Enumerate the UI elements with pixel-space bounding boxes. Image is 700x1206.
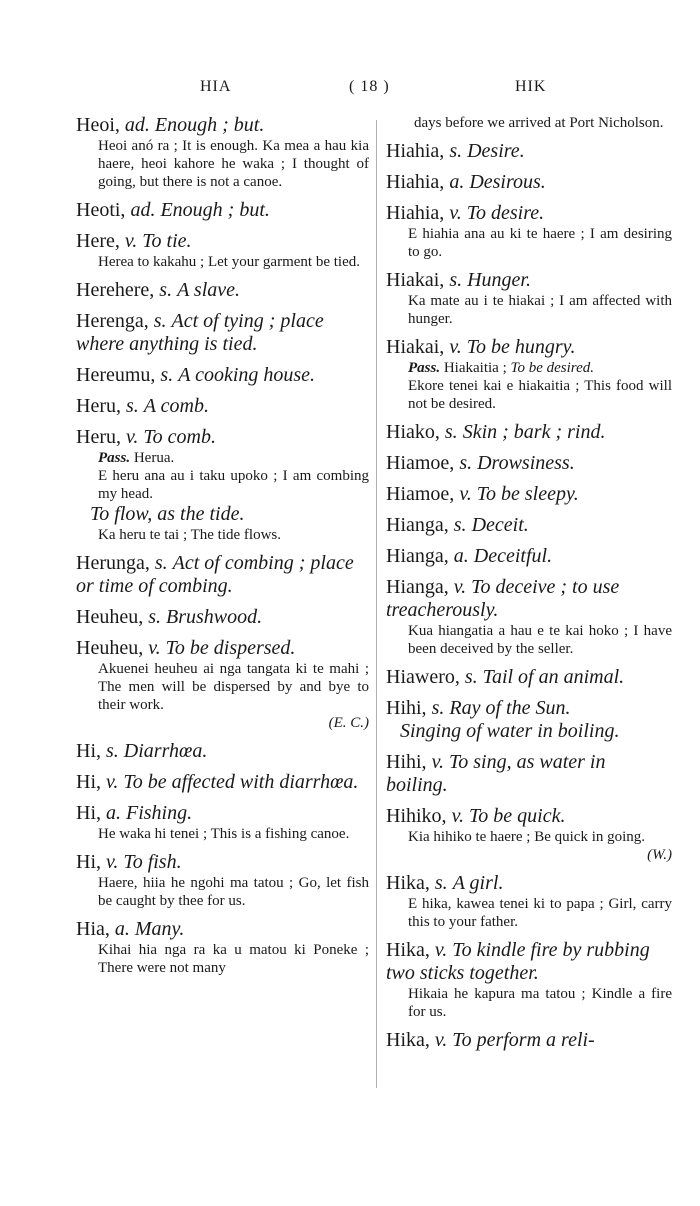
passive-value: Hiakaitia ;: [443, 360, 507, 376]
left-column: [76, 114, 369, 985]
headword-line: [386, 872, 672, 895]
headword-line: [76, 199, 369, 222]
dictionary-entry: [386, 483, 672, 506]
part-of-speech: s.: [160, 364, 174, 386]
headword: Hihi,: [386, 751, 427, 773]
source-citation: (W.): [647, 847, 672, 863]
dictionary-entry: [76, 114, 369, 191]
part-of-speech: s.: [153, 310, 167, 332]
headword: Hiahia,: [386, 171, 445, 193]
part-of-speech: v.: [124, 230, 138, 252]
definition: A slave.: [177, 279, 241, 301]
dictionary-entry: [386, 202, 672, 261]
part-of-speech: s.: [459, 452, 473, 474]
part-of-speech: s.: [464, 666, 478, 688]
definition: Enough ; but.: [160, 199, 270, 221]
definition: Enough ; but.: [154, 114, 265, 136]
part-of-speech: v.: [431, 751, 444, 773]
headword-line: [386, 576, 672, 622]
part-of-speech: s.: [453, 514, 467, 536]
definition: To desire.: [466, 202, 545, 224]
headword: Heuheu,: [76, 637, 144, 659]
definition: Deceitful.: [473, 545, 553, 567]
headword-line: [386, 421, 672, 444]
headword-line: [386, 483, 672, 506]
passive-form: [386, 359, 672, 377]
dictionary-entry: [76, 279, 369, 302]
definition: To kindle fire by rubbing two sticks together.: [386, 939, 650, 984]
definition: Skin ; bark ; rind.: [462, 421, 606, 443]
headword: Hika,: [386, 872, 430, 894]
headword: Herenga,: [76, 310, 149, 332]
usage-example: Ekore tenei kai e hiakaitia ; This food will not be desired.: [408, 378, 672, 412]
part-of-speech: a.: [453, 545, 469, 567]
headword-line: [386, 751, 672, 797]
dictionary-entry: [76, 395, 369, 418]
headword: Heru,: [76, 426, 121, 448]
dictionary-entry: [76, 310, 369, 356]
headword: Hianga,: [386, 514, 449, 536]
headword: Herehere,: [76, 279, 155, 301]
definition: To be quick.: [468, 805, 566, 827]
usage-example: Kua hiangatia a hau e te kai hoko ; I have been deceived by the seller.: [408, 623, 672, 657]
definition: To deceive ; to use treacherously.: [386, 576, 620, 621]
headword-line: [386, 202, 672, 225]
headword-line: [76, 771, 369, 794]
headword-line: [76, 851, 369, 874]
part-of-speech: v.: [449, 202, 462, 224]
part-of-speech: v.: [106, 851, 119, 873]
dictionary-entry: [386, 939, 672, 1021]
headword: Hiamoe,: [386, 483, 455, 505]
headword: Hereumu,: [76, 364, 156, 386]
headword: Hihiko,: [386, 805, 447, 827]
headword-line: [76, 230, 369, 253]
dictionary-entry: [386, 114, 672, 132]
part-of-speech: v.: [106, 771, 119, 793]
definition: Hunger.: [467, 269, 531, 291]
dictionary-entry: [386, 805, 672, 864]
dictionary-entry: [76, 851, 369, 910]
header-left-guide-word: HIA: [200, 78, 232, 95]
usage-example: Heoi anó ra ; It is enough. Ka mea a hau kia haere, heoi kahore he waka ; I thought of going, but there is not a canoe.: [98, 138, 369, 190]
headword-line: [76, 637, 369, 660]
part-of-speech: s.: [434, 872, 448, 894]
definition: Ray of the Sun.: [449, 697, 571, 719]
headword: Hia,: [76, 918, 110, 940]
definition: To be affected with diarrhœa.: [123, 771, 359, 793]
definition: A cooking house.: [178, 364, 316, 386]
headword: Hika,: [386, 939, 430, 961]
headword: Hika,: [386, 1029, 430, 1051]
usage-example: He waka hi tenei ; This is a fishing canoe.: [98, 826, 350, 842]
part-of-speech: s.: [125, 395, 139, 417]
definition: Act of tying ; place where anything is tied.: [76, 310, 324, 355]
headword: Hiawero,: [386, 666, 460, 688]
dictionary-entry: [386, 421, 672, 444]
part-of-speech: s.: [431, 697, 445, 719]
part-of-speech: v.: [125, 426, 139, 448]
header-right-guide-word: HIK: [515, 78, 547, 95]
definition: To perform a reli-: [452, 1029, 595, 1051]
headword: Hianga,: [386, 545, 449, 567]
dictionary-entry: [76, 230, 369, 271]
part-of-speech: ad.: [130, 199, 156, 221]
part-of-speech: s.: [148, 606, 161, 628]
headword: Hi,: [76, 740, 101, 762]
headword-line: [76, 606, 369, 629]
headword-line: [76, 552, 369, 598]
dictionary-entry: [76, 606, 369, 629]
definition: Drowsiness.: [477, 452, 575, 474]
definition: To sing, as water in boiling.: [386, 751, 606, 796]
usage-example: Hikaia he kapura ma tatou ; Kindle a fire for us.: [408, 986, 672, 1020]
definition: A girl.: [452, 872, 504, 894]
part-of-speech: s.: [449, 140, 463, 162]
headword-line: [386, 805, 672, 828]
headword-line: [76, 740, 369, 763]
usage-example: E hiahia ana au ki te haere ; I am desiring to go.: [408, 226, 672, 260]
headword: Hiakai,: [386, 269, 445, 291]
part-of-speech: v.: [451, 805, 464, 827]
definition: To fish.: [123, 851, 182, 873]
headword-line: [386, 1029, 672, 1052]
headword: Hihi,: [386, 697, 427, 719]
passive-form: [76, 449, 369, 467]
headword-line: [386, 514, 672, 537]
definition: To be hungry.: [466, 336, 576, 358]
part-of-speech: v.: [434, 1029, 448, 1051]
definition: Act of combing ; place or time of combing.: [76, 552, 354, 597]
definition: Many.: [134, 918, 185, 940]
dictionary-entry: [76, 771, 369, 794]
passive-label: Pass.: [98, 450, 131, 466]
part-of-speech: a.: [114, 918, 130, 940]
source-citation: (E. C.): [328, 715, 369, 731]
headword-line: [386, 545, 672, 568]
headword-line: [76, 395, 369, 418]
headword-line: [386, 140, 672, 163]
usage-example: E heru ana au i taku upoko ; I am combing my head.: [98, 468, 369, 502]
dictionary-entry: [386, 269, 672, 328]
headword: Heoti,: [76, 199, 126, 221]
headword-line: [76, 114, 369, 137]
dictionary-entry: [76, 199, 369, 222]
dictionary-entry: [386, 576, 672, 658]
right-column: [386, 114, 672, 1060]
part-of-speech: ad.: [124, 114, 150, 136]
headword: Herunga,: [76, 552, 150, 574]
part-of-speech: s.: [106, 740, 119, 762]
dictionary-entry: [386, 1029, 672, 1052]
dictionary-entry: [386, 666, 672, 689]
definition: To be dispersed.: [165, 637, 296, 659]
headword-line: [386, 269, 672, 292]
headword: Heru,: [76, 395, 121, 417]
part-of-speech: v.: [434, 939, 448, 961]
definition: Brushwood.: [166, 606, 263, 628]
headword-line: [76, 279, 369, 302]
definition: Tail of an animal.: [482, 666, 625, 688]
part-of-speech: v.: [449, 336, 462, 358]
headword-line: [76, 426, 369, 449]
usage-example: Kia hihiko te haere ; Be quick in going.: [408, 829, 646, 845]
headword: Hiahia,: [386, 140, 445, 162]
dictionary-entry: [386, 697, 672, 743]
definition: Fishing.: [126, 802, 193, 824]
part-of-speech: s.: [449, 269, 463, 291]
part-of-speech: v.: [453, 576, 467, 598]
definition: Desirous.: [469, 171, 546, 193]
usage-example: Ka mate au i te hiakai ; I am affected with hunger.: [408, 293, 672, 327]
passive-label: Pass.: [408, 360, 441, 376]
dictionary-entry: [386, 452, 672, 475]
part-of-speech: v.: [459, 483, 472, 505]
dictionary-entry: [386, 336, 672, 413]
sub-sense: To flow, as the tide.: [90, 503, 245, 525]
usage-example: Herea to kakahu ; Let your garment be tied.: [98, 254, 360, 270]
part-of-speech: s.: [154, 552, 168, 574]
definition: To comb.: [143, 426, 216, 448]
headword-line: [386, 697, 672, 720]
headword-line: [386, 336, 672, 359]
headword: Hiahia,: [386, 202, 445, 224]
definition: Desire.: [467, 140, 525, 162]
headword-line: [386, 939, 672, 985]
dictionary-entry: [76, 802, 369, 843]
definition: A comb.: [143, 395, 209, 417]
part-of-speech: v.: [148, 637, 161, 659]
sub-sense: Singing of water in boiling.: [400, 720, 620, 742]
headword: Hiako,: [386, 421, 440, 443]
usage-example: Akuenei heuheu ai nga tangata ki te mahi ; The men will be dispersed by and bye to their work.: [98, 661, 369, 713]
headword: Hiamoe,: [386, 452, 455, 474]
page-number: ( 18 ): [349, 78, 390, 95]
headword-line: [76, 310, 369, 356]
dictionary-entry: [76, 552, 369, 598]
definition: To be sleepy.: [476, 483, 579, 505]
headword: Heuheu,: [76, 606, 144, 628]
headword: Hi,: [76, 771, 101, 793]
headword-line: [76, 802, 369, 825]
part-of-speech: s.: [444, 421, 458, 443]
page-header: [0, 78, 700, 102]
continued-example: days before we arrived at Port Nicholson.: [414, 115, 664, 131]
passive-gloss: To be desired.: [510, 360, 594, 376]
headword: Hiakai,: [386, 336, 445, 358]
dictionary-entry: [76, 364, 369, 387]
definition: Diarrhœa.: [123, 740, 208, 762]
headword: Hi,: [76, 802, 101, 824]
dictionary-entry: [386, 872, 672, 931]
usage-example: Haere, hiia he ngohi ma tatou ; Go, let fish be caught by thee for us.: [98, 875, 369, 909]
definition: Deceit.: [471, 514, 529, 536]
dictionary-entry: [76, 740, 369, 763]
usage-example: E hika, kawea tenei ki to papa ; Girl, carry this to your father.: [408, 896, 672, 930]
column-divider: [376, 120, 377, 1088]
headword: Here,: [76, 230, 120, 252]
headword: Heoi,: [76, 114, 120, 136]
headword-line: [386, 452, 672, 475]
definition: To tie.: [142, 230, 192, 252]
dictionary-entry: [386, 514, 672, 537]
sub-sense-example: Ka heru te tai ; The tide flows.: [98, 527, 282, 543]
part-of-speech: s.: [159, 279, 173, 301]
dictionary-entry: [386, 140, 672, 163]
headword-line: [76, 918, 369, 941]
dictionary-entry: [386, 545, 672, 568]
headword-line: [386, 171, 672, 194]
headword: Hianga,: [386, 576, 449, 598]
dictionary-entry: [386, 171, 672, 194]
headword-line: [386, 666, 672, 689]
part-of-speech: a.: [449, 171, 465, 193]
headword: Hi,: [76, 851, 101, 873]
dictionary-entry: [76, 426, 369, 544]
passive-value: Herua.: [133, 450, 175, 466]
part-of-speech: a.: [106, 802, 121, 824]
dictionary-entry: [386, 751, 672, 797]
usage-example: Kihai hia nga ra ka u matou ki Poneke ; There were not many: [98, 942, 369, 976]
dictionary-entry: [76, 918, 369, 977]
dictionary-entry: [76, 637, 369, 732]
headword-line: [76, 364, 369, 387]
